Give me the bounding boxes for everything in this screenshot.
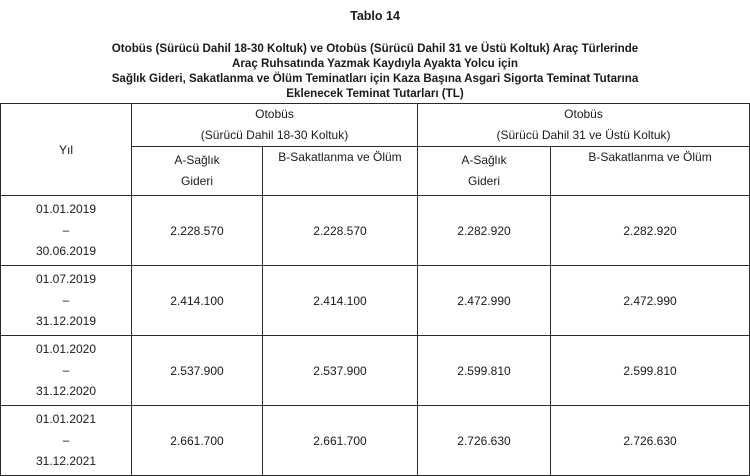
- subheader-b-label: B-Sakatlanma ve Ölüm: [588, 150, 712, 164]
- period-start: 01.01.2020: [35, 342, 97, 356]
- period-start: 01.01.2021: [35, 412, 97, 426]
- value-cell: 2.472.990: [551, 266, 750, 336]
- group-header-line: (Sürücü Dahil 31 ve Üstü Koltuk): [496, 128, 671, 142]
- group-header-line: (Sürücü Dahil 18-30 Koltuk): [200, 128, 349, 142]
- period-end: 31.12.2020: [35, 384, 97, 398]
- period-end: 31.12.2021: [35, 454, 97, 468]
- value-cell: 2.414.100: [263, 266, 418, 336]
- period-cell: [1, 406, 132, 476]
- table-heading: [0, 41, 750, 101]
- group-header-18-30: [132, 104, 418, 147]
- table-row: [1, 406, 750, 476]
- group-header-row: [1, 104, 750, 147]
- subheader-a-line: A-Sağlık: [461, 153, 507, 167]
- value-cell: 2.228.570: [263, 196, 418, 266]
- value-cell: 2.661.700: [132, 406, 263, 476]
- subheader-a: [132, 147, 263, 196]
- period-cell: [1, 336, 132, 406]
- group-header-31-plus: [418, 104, 750, 147]
- table-row: [1, 196, 750, 266]
- period-end: 30.06.2019: [35, 244, 97, 258]
- period-cell: [1, 266, 132, 336]
- heading-line: Otobüs (Sürücü Dahil 18-30 Koltuk) ve Otobüs (Sürücü Dahil 31 ve Üstü Koltuk) Araç Türlerinde: [111, 42, 639, 55]
- value-cell: 2.661.700: [263, 406, 418, 476]
- period-dash: –: [62, 223, 70, 237]
- value-cell: 2.726.630: [551, 406, 750, 476]
- table-row: [1, 266, 750, 336]
- subheader-a-line: Gideri: [467, 174, 500, 188]
- table-title: Tablo 14: [350, 9, 400, 23]
- year-header: Yıl: [1, 104, 132, 196]
- value-cell: 2.599.810: [551, 336, 750, 406]
- subheader-a-line: A-Sağlık: [174, 153, 220, 167]
- value-cell: 2.537.900: [263, 336, 418, 406]
- period-start: 01.01.2019: [35, 202, 97, 216]
- value-cell: 2.599.810: [418, 336, 551, 406]
- subheader-a-line: Gideri: [180, 174, 213, 188]
- period-dash: –: [62, 293, 70, 307]
- insurance-amounts-table: [0, 103, 750, 476]
- group-header-line: Otobüs: [255, 107, 294, 121]
- value-cell: 2.228.570: [132, 196, 263, 266]
- period-dash: –: [62, 363, 70, 377]
- value-cell: 2.282.920: [551, 196, 750, 266]
- period-end: 31.12.2019: [35, 314, 97, 328]
- heading-line: Eklenecek Teminat Tutarları (TL): [286, 87, 464, 100]
- period-start: 01.07.2019: [35, 272, 97, 286]
- group-header-line: Otobüs: [564, 107, 603, 121]
- value-cell: 2.282.920: [418, 196, 551, 266]
- subheader-b-label: B-Sakatlanma ve Ölüm: [278, 150, 402, 164]
- table-row: [1, 336, 750, 406]
- heading-line: Araç Ruhsatında Yazmak Kaydıyla Ayakta Yolcu için: [232, 57, 518, 70]
- heading-line: Sağlık Gideri, Sakatlanma ve Ölüm Teminatları için Kaza Başına Asgari Sigorta Teminat Tutarına: [111, 72, 639, 85]
- period-dash: –: [62, 433, 70, 447]
- subheader-b: [551, 147, 750, 196]
- subheader-a: [418, 147, 551, 196]
- value-cell: 2.726.630: [418, 406, 551, 476]
- subheader-b: [263, 147, 418, 196]
- period-cell: [1, 196, 132, 266]
- value-cell: 2.472.990: [418, 266, 551, 336]
- value-cell: 2.414.100: [132, 266, 263, 336]
- value-cell: 2.537.900: [132, 336, 263, 406]
